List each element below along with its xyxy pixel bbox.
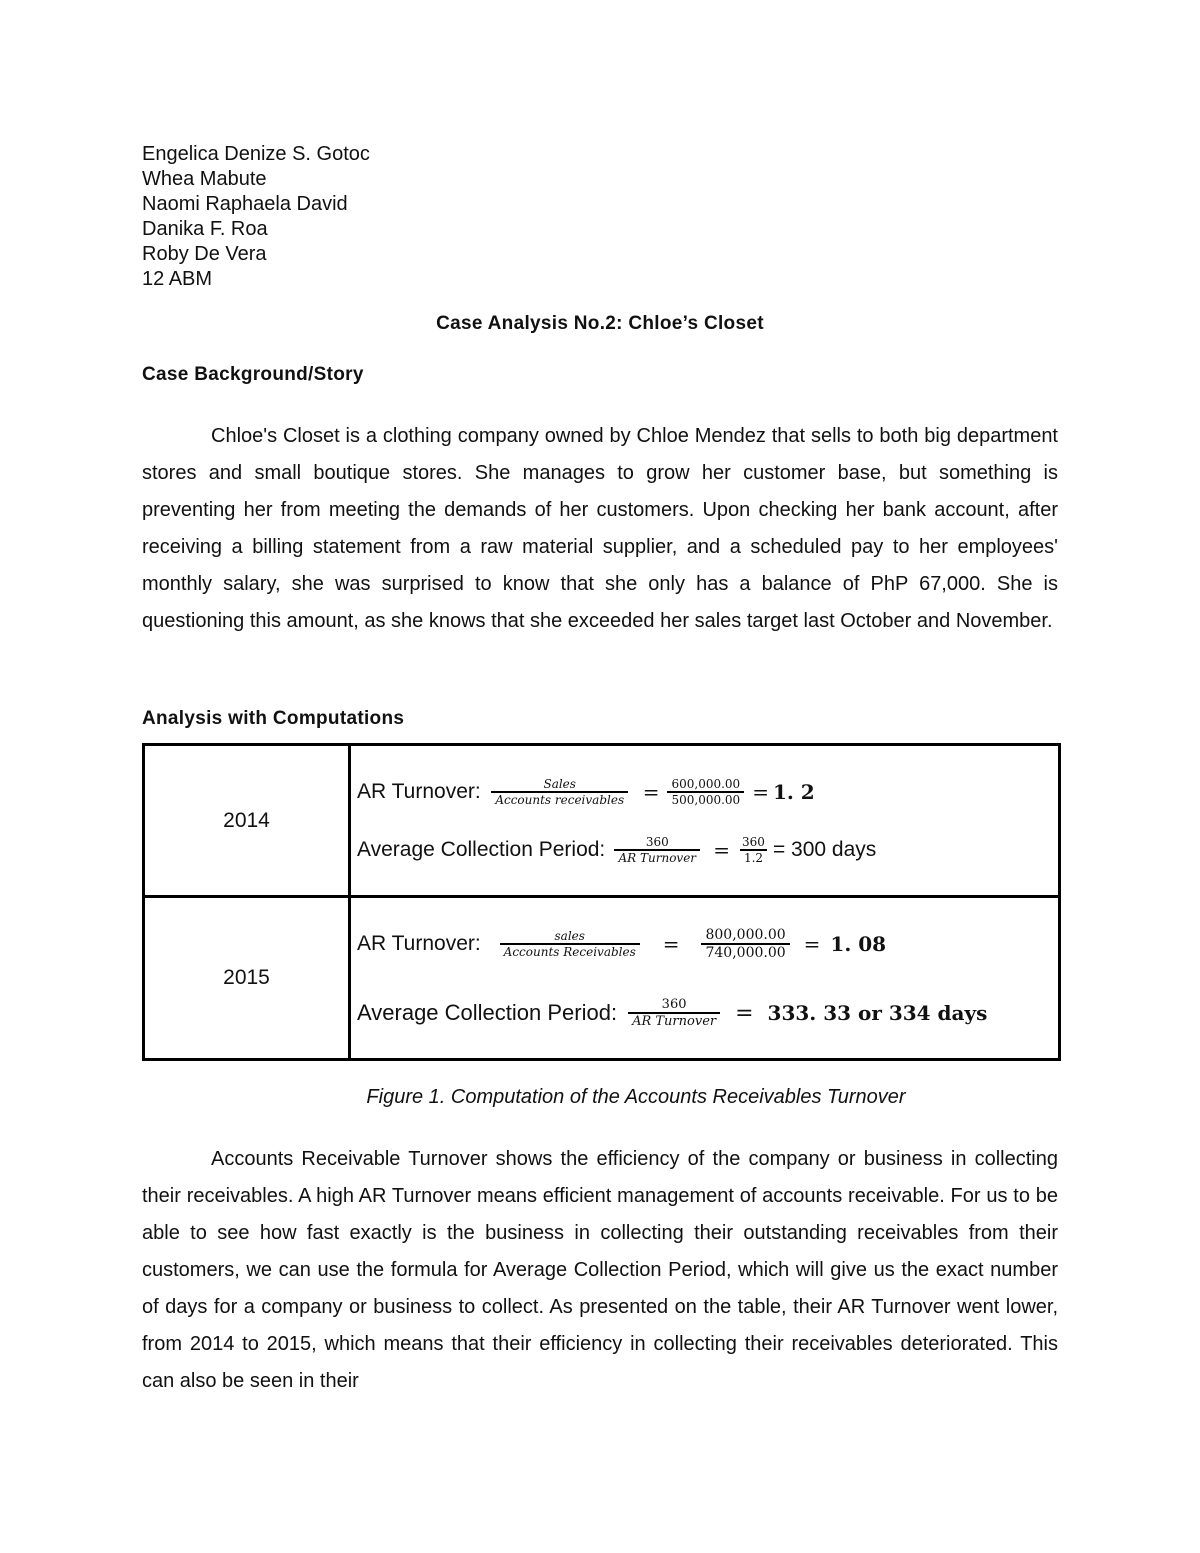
year-cell: 2015: [144, 897, 350, 1060]
acp-result: 333. 33 or 334 days: [767, 1001, 988, 1025]
ar-turnover-line: [357, 927, 1058, 961]
ar-value-fraction: [701, 927, 789, 961]
equals-sign: =: [752, 779, 769, 804]
fraction-numerator: 600,000.00: [671, 776, 741, 791]
fraction-denominator: 740,000.00: [701, 943, 789, 961]
equals-sign: =: [735, 1000, 754, 1026]
computation-table: [142, 743, 1061, 1061]
author-name: Roby De Vera: [142, 243, 267, 265]
background-heading: Case Background/Story: [142, 364, 364, 385]
fraction-numerator: 360: [645, 834, 669, 849]
acp-formula-fraction: [609, 835, 705, 865]
formula-cell: [350, 745, 1060, 897]
fraction-denominator: Accounts Receivables: [500, 943, 640, 959]
ar-turnover-result: 1. 2: [772, 779, 815, 804]
ar-turnover-label: AR Turnover:: [357, 779, 481, 803]
class-section: 12 ABM: [142, 268, 213, 290]
background-paragraph: Chloe's Closet is a clothing company owned by Chloe Mendez that sells to both big department stores and small boutique stores. She manages to grow her customer base, but something is preventing her from meeting the demands of her customers. Upon checking her bank account, after receiving a billing statement from a raw material supplier, and a scheduled pay to her employees' monthly salary, she was surprised to know that she only has a balance of PhP 67,000. She is questioning this amount, as she knows that she exceeded her sales target last October and November.: [142, 425, 1058, 632]
author-name: Naomi Raphaela David: [142, 193, 348, 215]
fraction-denominator: 500,000.00: [667, 791, 744, 807]
analysis-heading: Analysis with Computations: [142, 708, 405, 729]
ar-formula-fraction: [485, 777, 635, 807]
author-name: Whea Mabute: [142, 168, 267, 190]
formula-cell: [350, 897, 1060, 1060]
fraction-numerator: 360: [661, 997, 687, 1012]
ar-value-fraction: [667, 777, 744, 807]
acp-label: Average Collection Period:: [357, 1000, 618, 1025]
equals-sign: =: [803, 932, 821, 956]
author-list: [142, 142, 370, 292]
fraction-numerator: 360: [742, 834, 765, 849]
acp-formula-fraction: [621, 997, 727, 1029]
acp-label: Average Collection Period:: [357, 837, 606, 861]
ar-turnover-label: AR Turnover:: [357, 932, 481, 955]
acp-result: = 300 days: [772, 837, 877, 861]
table-row: [144, 745, 1060, 897]
acp-line: [357, 835, 1058, 865]
equals-sign: =: [642, 779, 660, 804]
year-cell: 2014: [144, 745, 350, 897]
ar-formula-fraction: [485, 929, 655, 959]
fraction-denominator: 1.2: [740, 849, 767, 865]
author-name: Danika F. Roa: [142, 218, 268, 240]
fraction-numerator: Sales: [543, 776, 576, 791]
author-name: Engelica Denize S. Gotoc: [142, 143, 370, 165]
equals-sign: =: [713, 837, 731, 862]
document-title: Case Analysis No.2: Chloe’s Closet: [436, 313, 764, 334]
fraction-denominator: AR Turnover: [628, 1012, 720, 1029]
analysis-paragraph: Accounts Receivable Turnover shows the efficiency of the company or business in collecting their receivables. A high AR Turnover means efficient management of accounts receivable. For us to be able to see how fast exactly is the business in collecting their outstanding receivables from their customers, we can use the formula for Average Collection Period, which will give us the exact number of days for a company or business to collect. As presented on the table, their AR Turnover went lower, from 2014 to 2015, which means that their efficiency in collecting their receivables deteriorated. This can also be seen in their: [142, 1148, 1058, 1392]
fraction-denominator: AR Turnover: [614, 849, 700, 865]
ar-turnover-result: 1. 08: [830, 932, 887, 956]
acp-value-fraction: [738, 835, 769, 865]
fraction-denominator: Accounts receivables: [491, 791, 628, 807]
acp-line: [357, 997, 1058, 1029]
fraction-numerator: sales: [554, 929, 585, 943]
table-row: [144, 897, 1060, 1060]
equals-sign: =: [662, 932, 680, 956]
fraction-numerator: 800,000.00: [705, 927, 786, 943]
figure-caption: Figure 1. Computation of the Accounts Receivables Turnover: [366, 1086, 906, 1108]
ar-turnover-line: [357, 777, 1058, 807]
